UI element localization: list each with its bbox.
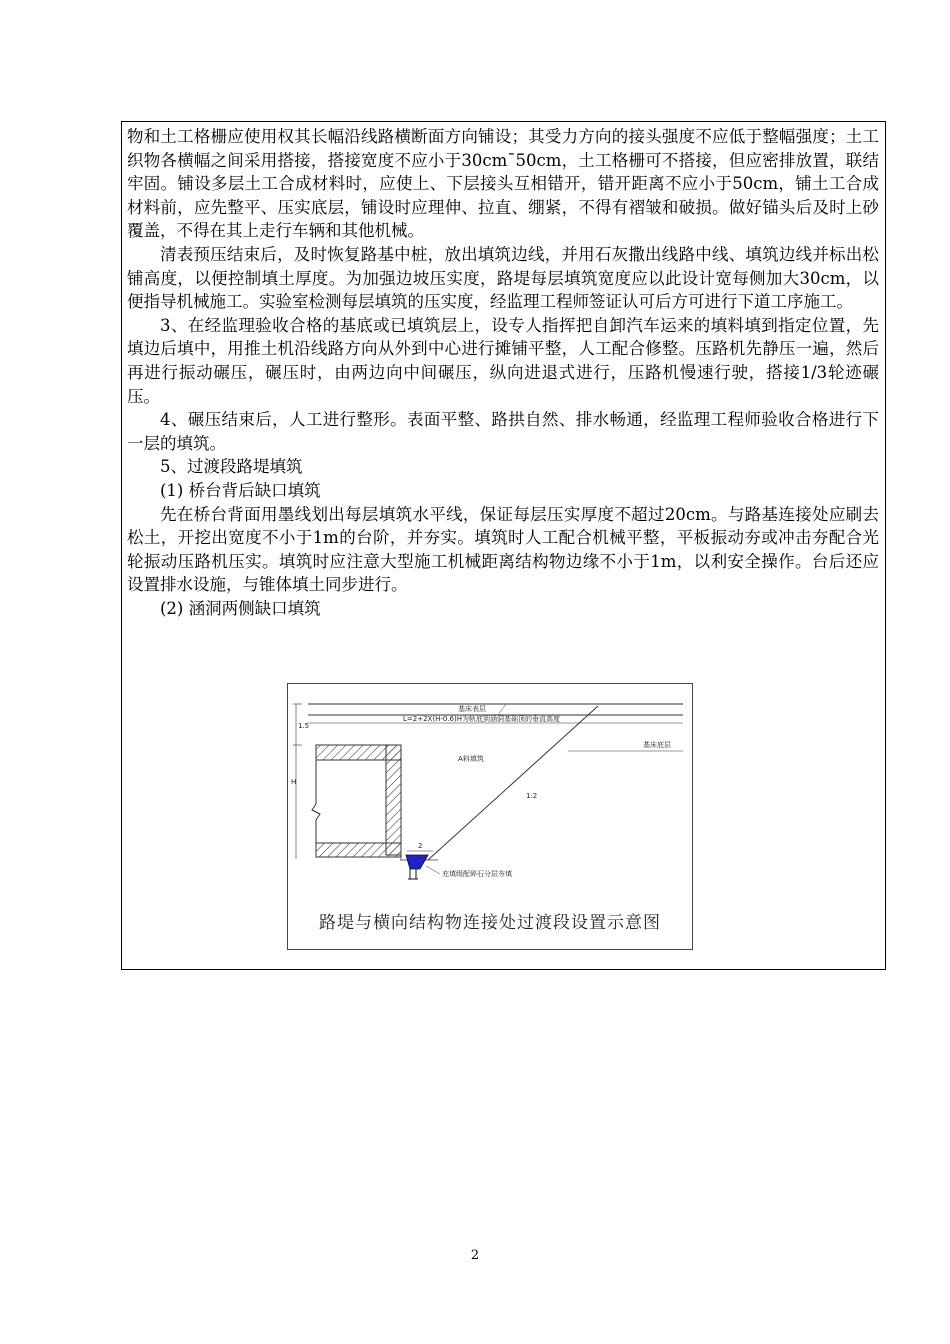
page-number: 2	[470, 1248, 480, 1263]
paragraph-1: 物和土工格栅应使用权其长幅沿线路横断面方向铺设；其受力方向的接头强度不应低于整幅强度；土工织物各横幅之间采用搭接，搭接宽度不应小于30cm¯50cm，土工格栅可不搭接，但应密排放置，联结牢固。铺设多层土工合成材料时，应使上、下层接头互相错开，错开距离不应小于50cm，铺土工合成材料前，应先整平、压实底层，铺设时应理伸、拉直、绷紧，不得有褶皱和破损。做好锚头后及时上砂覆盖，不得在其上走行车辆和其他机械。	[127, 127, 879, 241]
culvert-wall	[386, 745, 401, 855]
label-gravel: 充填级配碎石分层夯填	[442, 870, 512, 878]
paragraph-3: 3、在经监理验收合格的基底或已填筑层上，设专人指挥把自卸汽车运来的填料填到指定位置，先填边后填中，用推土机沿线路方向从外到中心进行摊铺平整，人工配合修整。压路机先静压一遍，然后再进行振动碾压，碾压时，由两边向中间碾压，纵向进退式进行，压路机慢速行驶，搭接1/3轮迹碾压。	[127, 315, 879, 406]
label-dim-h: H	[291, 778, 297, 786]
subheading-culvert: (2) 涵洞两侧缺口填筑	[160, 598, 321, 618]
heading-transition: 5、过渡段路堤填筑	[160, 457, 303, 477]
label-dim-top: 1.5	[298, 722, 310, 730]
paragraph-4: 4、碾压结束后，人工进行整形。表面平整、路拱自然、排水畅通，经监理工程师验收合格进行下一层的填筑。	[127, 410, 879, 453]
label-top-layer: 基床表层	[458, 705, 486, 713]
paragraph-abutment: 先在桥台背面用墨线划出每层填筑水平线，保证每层压实厚度不超过20cm。与路基连接处应刷去松土，开挖出宽度不小于1m的台阶，并夯实。填筑时人工配合机械平整，平板振动夯或冲击夯配合光轮振动压路机压实。填筑时应注意大型施工机械距离结构物边缘不小于1m，以利安全操作。台后还应设置排水设施，与锥体填土同步进行。	[127, 504, 879, 595]
culvert-bottom-slab	[316, 843, 401, 857]
label-dim-small: 2	[418, 842, 423, 850]
slope-line	[428, 706, 598, 860]
figure-caption: 路堤与横向结构物连接处过渡段设置示意图	[319, 913, 661, 933]
label-slope: 1:2	[526, 792, 538, 800]
gravel-fill-shape	[406, 855, 428, 869]
label-fill: A料填筑	[458, 755, 484, 763]
label-bottom-layer: 基床底层	[643, 741, 671, 749]
label-formula: L=2+2X(H-0.6)H为轨底到涵洞基础顶的垂直高度	[403, 715, 560, 723]
transition-diagram	[287, 683, 693, 950]
paragraph-2: 清表预压结束后，及时恢复路基中桩，放出填筑边线，并用石灰撒出线路中线、填筑边线并标出松铺高度，以便控制填土厚度。为加强边坡压实度，路堤每层填筑宽度应以此设计宽每侧加大30cm，以便指导机械施工。实验室检测每层填筑的压实度，经监理工程师签证认可后方可进行下道工序施工。	[127, 244, 879, 312]
subheading-abutment: (1) 桥台背后缺口填筑	[160, 480, 321, 500]
body-text	[127, 125, 879, 620]
